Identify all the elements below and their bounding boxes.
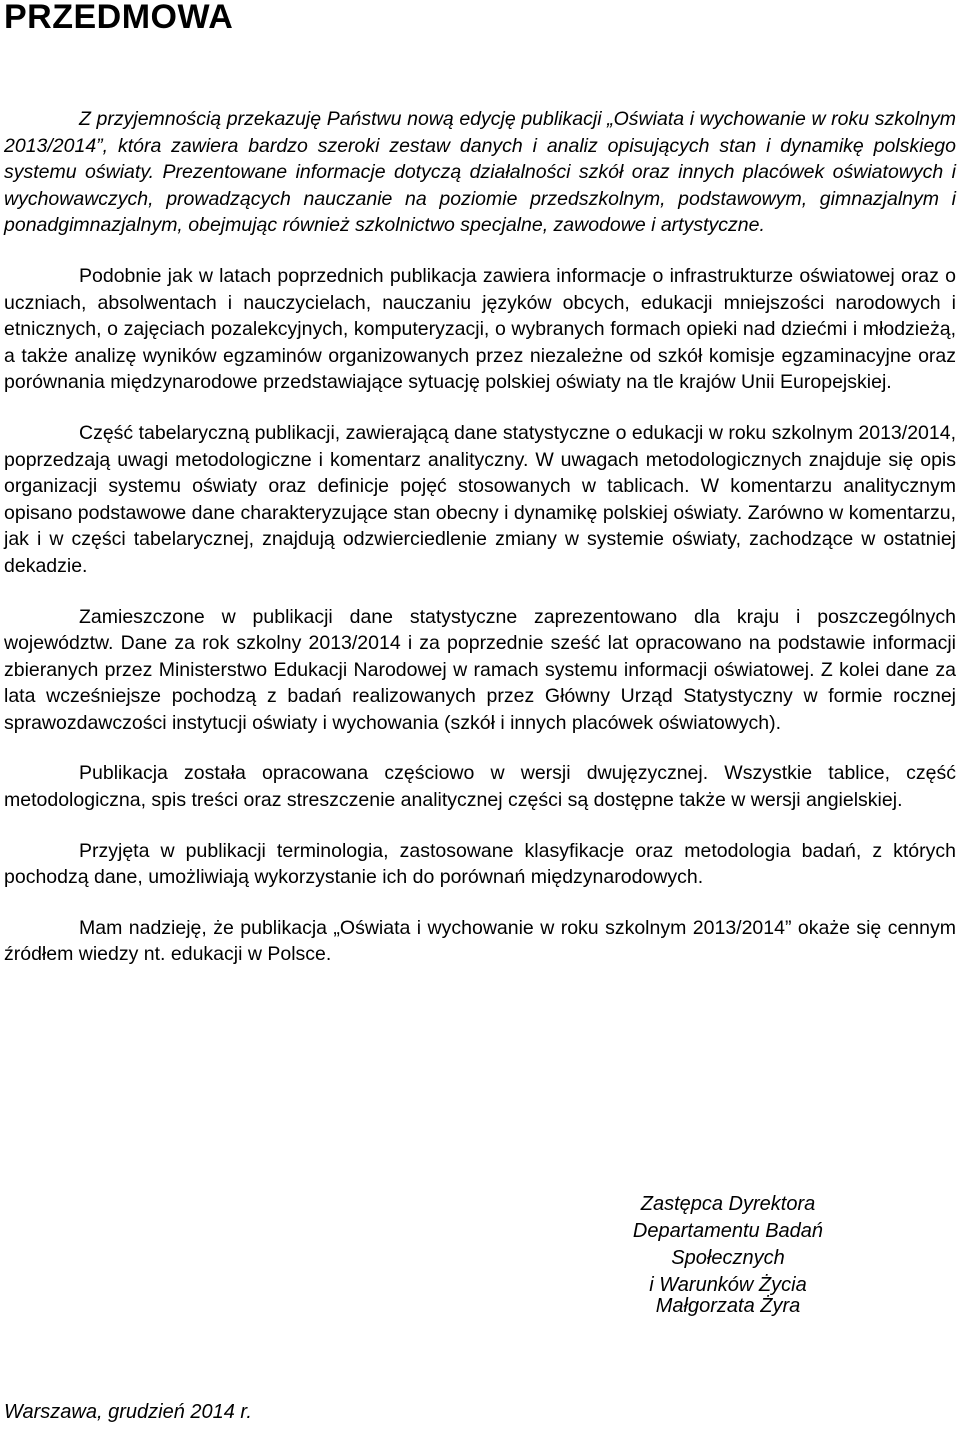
signature-name: Małgorzata Żyra [655, 1295, 801, 1317]
preface-body [4, 106, 956, 992]
place-date: Warszawa, grudzień 2014 r. [4, 1401, 252, 1423]
paragraph-tabular-part: Część tabelaryczną publikacji, zawierającą dane statystyczne o edukacji w roku szkolnym 2013/2014, poprzedzają uwagi metodologiczne i komentarz analityczny. W uwagach metodologicznych znajduje się opis organizacji systemu oświaty oraz definicje pojęć stosowanych w tablicach. W komentarzu analitycznym opisano podstawowe dane charakteryzujące stan obecny i dynamikę polskiej oświaty. Zarówno w komentarzu, jak i w części tabelarycznej, znajdują odzwierciedlenie zmiany w systemie oświaty, zachodzące w ostatniej dekadzie. [4, 421, 956, 577]
paragraph-data-sources: Zamieszczone w publikacji dane statystyczne zaprezentowano dla kraju i poszczególnych województw. Dane za rok szkolny 2013/2014 i za poprzednie sześć lat opracowano na podstawie informacji zbieranych przez Ministerstwo Edukacji Narodowej w ramach systemu informacji oświatowej. Z kolei dane za lata wcześniejsze pochodzą z badań realizowanych przez Główny Urząd Statystyczny w formie rocznej sprawozdawczości instytucji oświaty i wychowania (szkół i innych placówek oświatowych). [4, 605, 956, 734]
page-title: PRZEDMOWA [4, 0, 234, 36]
paragraph-closing: Mam nadzieję, że publikacja „Oświata i wychowanie w roku szkolnym 2013/2014” okaże się cennym źródłem wiedzy nt. edukacji w Polsce. [4, 916, 956, 966]
signature-block [598, 1191, 858, 1299]
signature-title: Zastępca Dyrektora [640, 1193, 816, 1215]
signature-department: Departamentu Badań Społecznych [632, 1220, 824, 1269]
paragraph-bilingual: Publikacja została opracowana częściowo w wersji dwujęzycznej. Wszystkie tablice, część metodologiczna, spis treści oraz streszczenie analitycznej części są dostępne także w wersji angielskiej. [4, 762, 956, 812]
paragraph-contents: Podobnie jak w latach poprzednich publikacja zawiera informacje o infrastrukturze oświatowej oraz o uczniach, absolwentach i nauczycielach, nauczaniu języków obcych, edukacji mniejszości narodowych i etnicznych, o zajęciach pozalekcyjnych, komputeryzacji, o wybranych formach opieki nad dziećmi i młodzieżą, a także analizę wyników egzaminów organizowanych przez niezależne od szkół komisje egzaminacyjne oraz porównania międzynarodowe przedstawiające sytuację polskiej oświaty na tle krajów Unii Europejskiej. [4, 264, 956, 394]
signature-department-cont: i Warunków Życia [649, 1274, 807, 1296]
paragraph-terminology: Przyjęta w publikacji terminologia, zastosowane klasyfikacje oraz metodologia badań, z których pochodzą dane, umożliwiają wykorzystanie ich do porównań międzynarodowych. [4, 839, 956, 889]
paragraph-intro: Z przyjemnością przekazuję Państwu nową edycję publikacji „Oświata i wychowanie w roku szkolnym 2013/2014”, która zawiera bardzo szeroki zestaw danych i analiz opisujących stan i dynamikę polskiego systemu oświaty. Prezentowane informacje dotyczą działalności szkół oraz innych placówek oświatowych i wychowawczych, prowadzących nauczanie na poziomie przedszkolnym, podstawowym, gimnazjalnym i ponadgimnazjalnym, obejmując również szkolnictwo specjalne, zawodowe i artystyczne. [4, 108, 956, 237]
